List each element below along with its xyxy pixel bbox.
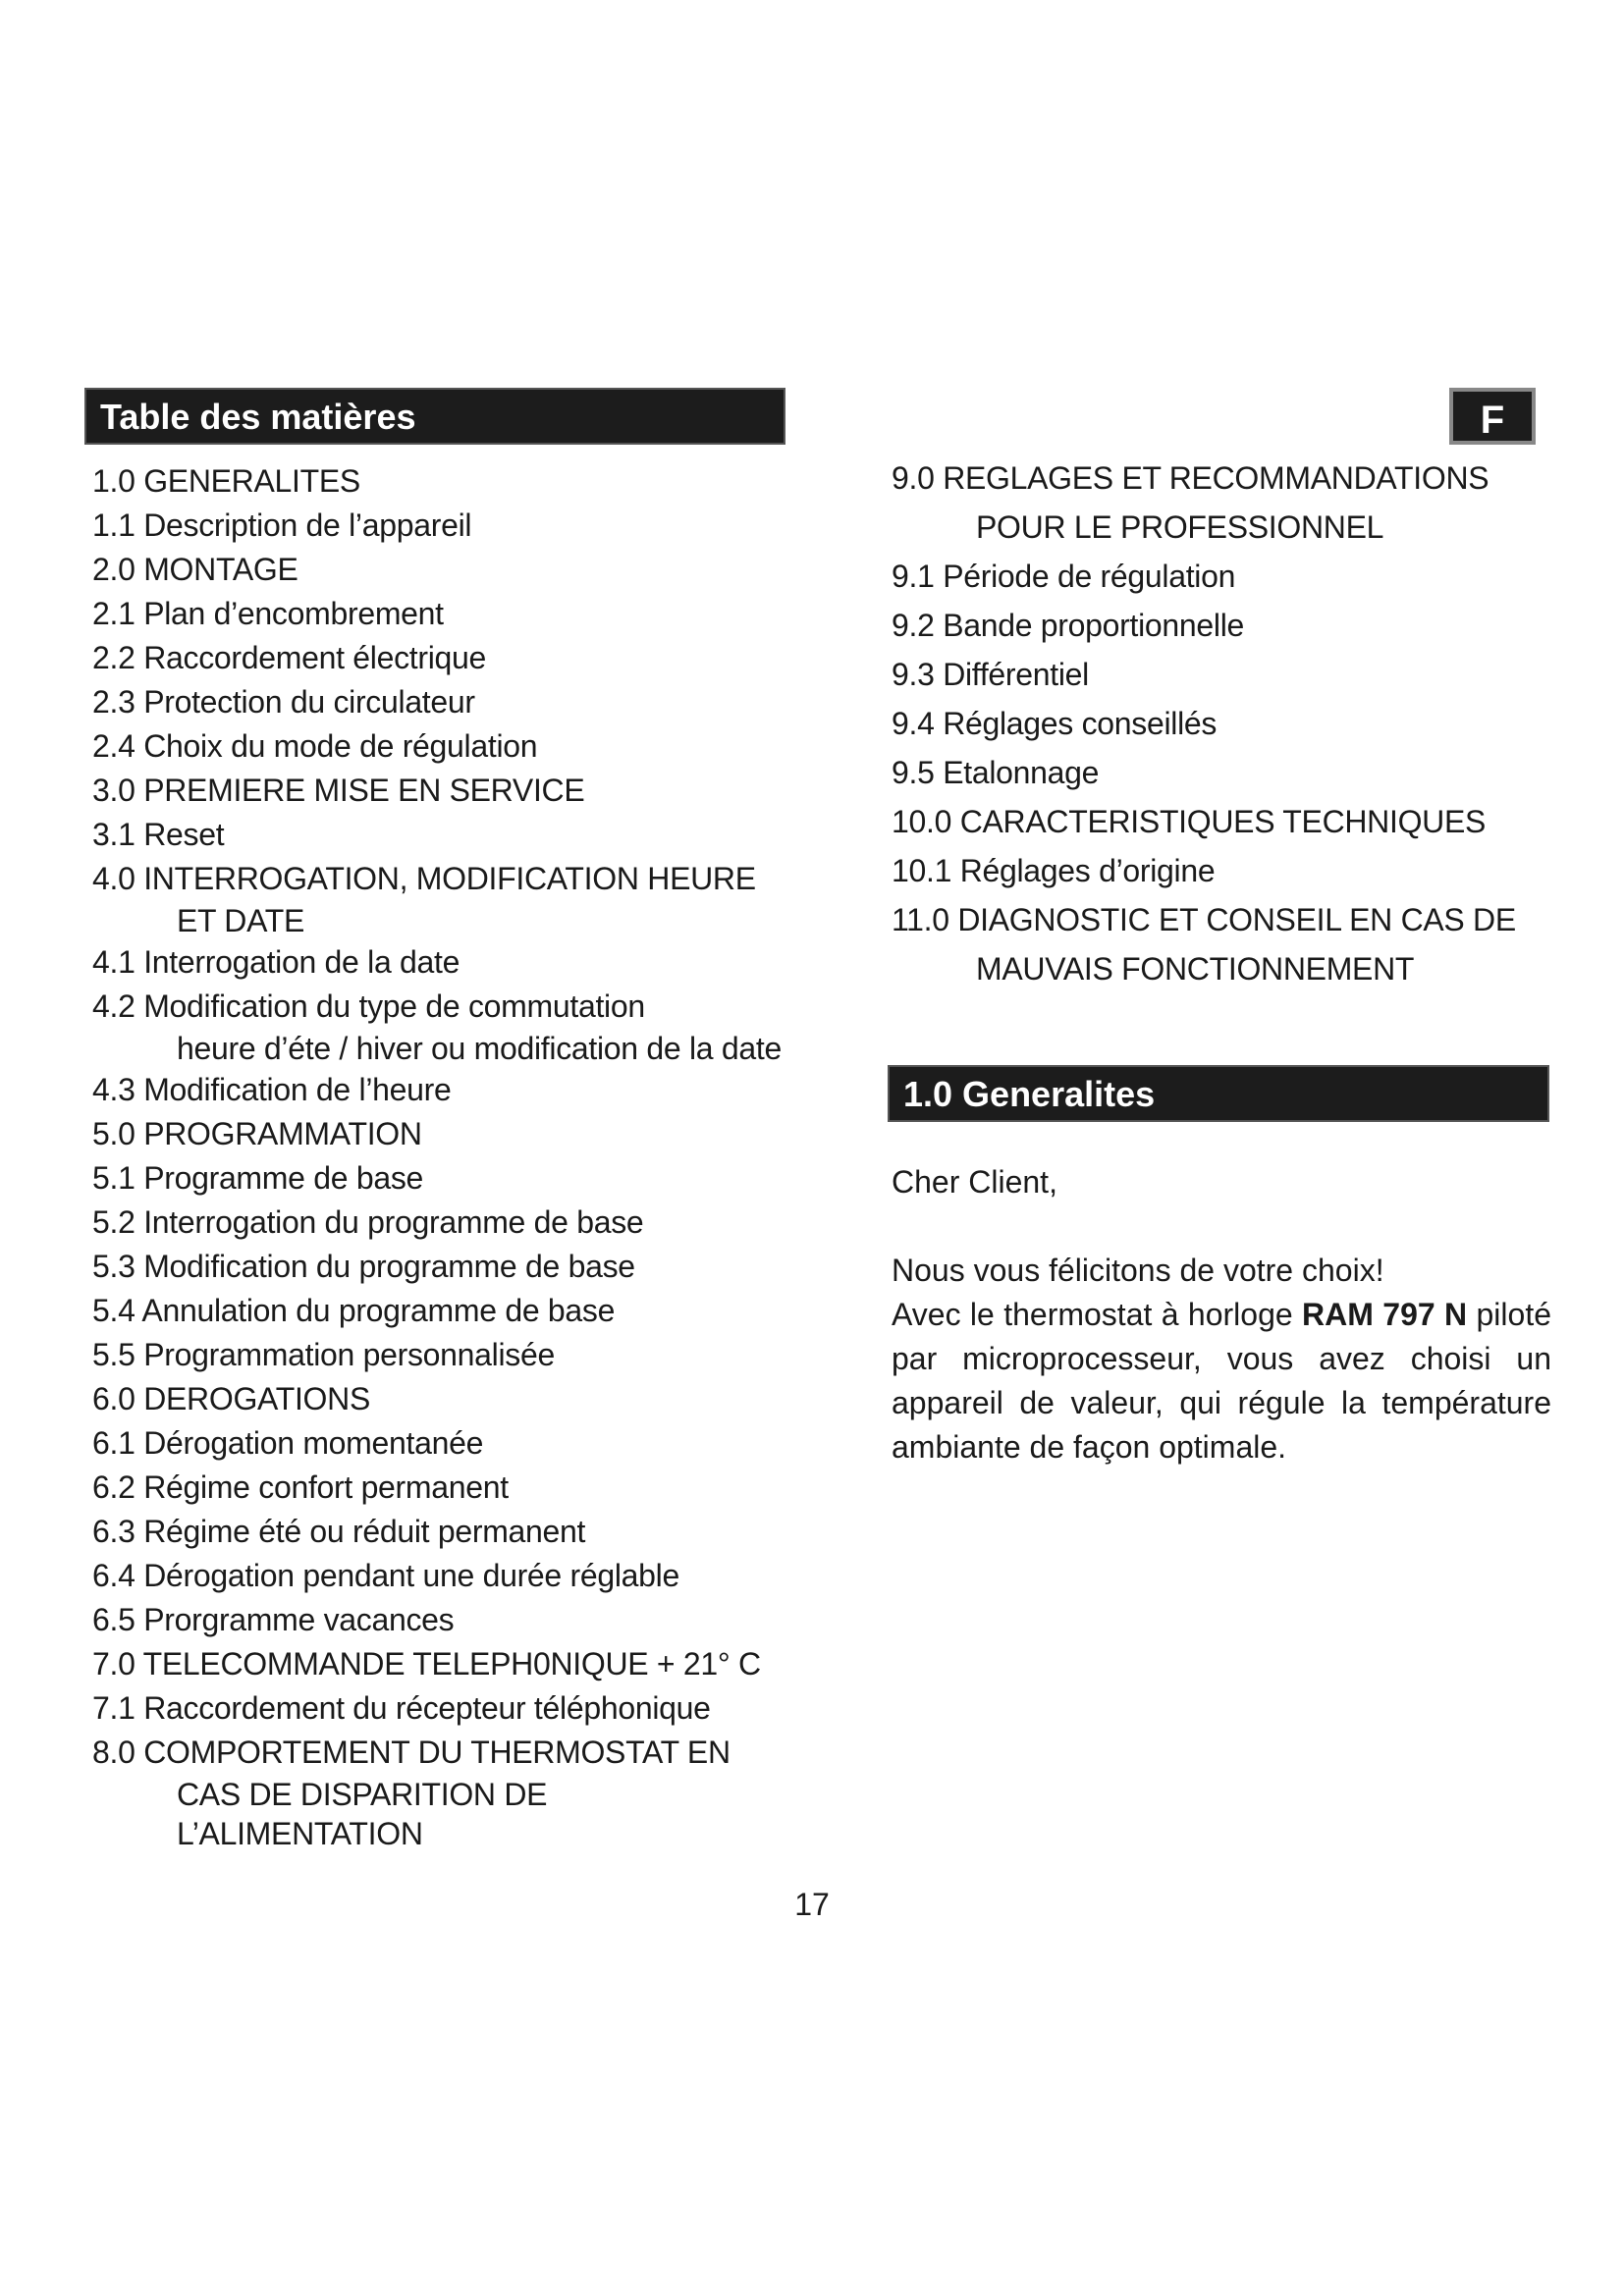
toc-entry (892, 552, 1559, 601)
toc-entry-line (92, 1735, 731, 1770)
toc-entry-text: PREMIERE MISE EN SERVICE (143, 773, 585, 808)
toc-entry-text: PROGRAMMATION (143, 1116, 422, 1151)
toc-entry (92, 1731, 799, 1853)
toc-entry-number: 3.1 (92, 817, 135, 852)
toc-entry-text: Dérogation pendant une durée réglable (143, 1558, 679, 1593)
toc-entry-line (92, 1690, 711, 1726)
toc-entry-line (892, 460, 1489, 496)
toc-entry-text: Modification du type de commutation (143, 988, 645, 1024)
toc-entry-text: Régime confort permanent (143, 1469, 509, 1505)
toc-entry-number: 6.0 (92, 1381, 135, 1416)
toc-entry-number: 2.2 (92, 640, 135, 675)
toc-entry-text: Interrogation du programme de base (143, 1204, 644, 1240)
toc-entry-number: 9.3 (892, 657, 935, 692)
toc-entry (892, 846, 1559, 895)
toc-entry-continuation: POUR LE PROFESSIONNEL (976, 509, 1384, 545)
toc-entry-number: 2.0 (92, 552, 135, 587)
toc-entry (92, 985, 799, 1068)
toc-entry-number: 9.5 (892, 755, 935, 790)
toc-entry-number: 5.3 (92, 1249, 135, 1284)
toc-entry-number: 5.2 (92, 1204, 135, 1240)
toc-entry-line (92, 463, 360, 499)
toc-entry (892, 454, 1559, 552)
toc-entry-number: 5.4 (92, 1293, 135, 1328)
toc-entry-line (92, 1072, 451, 1107)
toc-entry-number: 9.4 (892, 706, 935, 741)
toc-entry-text: Reset (143, 817, 225, 852)
toc-entry-line (892, 559, 1235, 594)
toc-entry (892, 650, 1559, 699)
toc-entry-text: Dérogation momentanée (143, 1425, 484, 1461)
toc-entry-continuation: MAUVAIS FONCTIONNEMENT (976, 951, 1415, 987)
salutation: Cher Client, (892, 1164, 1057, 1200)
toc-entry-number: 9.0 (892, 460, 935, 496)
toc-entry-number: 3.0 (92, 773, 135, 808)
toc-entry (92, 1642, 799, 1686)
toc-entry-line (92, 1116, 422, 1151)
toc-entry-number: 10.0 (892, 804, 952, 839)
toc-entry-line (92, 640, 486, 675)
toc-entry-line (92, 728, 537, 764)
toc-entry-line (92, 1160, 423, 1196)
toc-entry (92, 813, 799, 857)
toc-entry-text: Protection du circulateur (143, 684, 475, 720)
toc-entry (92, 857, 799, 940)
toc-entry-number: 4.2 (92, 988, 135, 1024)
toc-entry-text: INTERROGATION, MODIFICATION HEURE (143, 861, 756, 896)
toc-entry (92, 1598, 799, 1642)
toc-entry-number: 6.2 (92, 1469, 135, 1505)
toc-entry-number: 6.3 (92, 1514, 135, 1549)
intro-text-after: piloté par microprocesseur, vous avez choisi un appareil de valeur, qui régule la température ambiante de façon optimale. (892, 1297, 1552, 1465)
toc-entry-number: 6.4 (92, 1558, 135, 1593)
toc-entry-number: 11.0 (892, 902, 949, 937)
toc-entry (92, 1466, 799, 1510)
toc-entry-text: Différentiel (943, 657, 1089, 692)
toc-entry-number: 4.3 (92, 1072, 135, 1107)
intro-text-before: Avec le thermostat à horloge (892, 1297, 1303, 1332)
toc-entry (92, 1201, 799, 1245)
toc-entry (92, 548, 799, 592)
product-name: RAM 797 N (1302, 1297, 1468, 1332)
toc-title: Table des matières (84, 388, 785, 445)
toc-entry-line (92, 861, 756, 896)
toc-list-right (892, 454, 1559, 993)
toc-entry-line (892, 804, 1486, 839)
toc-entry-number: 2.1 (92, 596, 135, 631)
toc-entry-number: 7.1 (92, 1690, 135, 1726)
toc-entry (892, 601, 1559, 650)
toc-entry-line (892, 853, 1215, 888)
toc-entry-line (892, 608, 1244, 643)
toc-entry (92, 1245, 799, 1289)
toc-entry (92, 680, 799, 724)
toc-entry-text: DEROGATIONS (143, 1381, 370, 1416)
toc-entry-number: 10.1 (892, 853, 952, 888)
toc-entry-text: Modification du programme de base (143, 1249, 635, 1284)
intro-line: Nous vous félicitons de votre choix! (892, 1253, 1384, 1288)
toc-entry-number: 4.0 (92, 861, 135, 896)
toc-entry-number: 5.5 (92, 1337, 135, 1372)
toc-entry-number: 2.4 (92, 728, 135, 764)
toc-entry-number: 7.0 (92, 1646, 135, 1682)
toc-entry-line (92, 1249, 635, 1284)
toc-entry-number: 2.3 (92, 684, 135, 720)
toc-entry-line (892, 657, 1089, 692)
toc-entry-text: CARACTERISTIQUES TECHNIQUES (959, 804, 1487, 839)
toc-entry-line (92, 1204, 643, 1240)
toc-entry (92, 769, 799, 813)
toc-entry-number: 1.0 (92, 463, 135, 499)
toc-entry-number: 9.2 (892, 608, 935, 643)
toc-entry (92, 1686, 799, 1731)
toc-entry-text: COMPORTEMENT DU THERMOSTAT EN (143, 1735, 731, 1770)
toc-entry-text: Bande proportionnelle (943, 608, 1245, 643)
toc-entry (92, 1333, 799, 1377)
toc-entry-text: Choix du mode de régulation (143, 728, 538, 764)
toc-entry-number: 5.0 (92, 1116, 135, 1151)
toc-entry (92, 1421, 799, 1466)
toc-entry-text: Etalonnage (943, 755, 1100, 790)
toc-entry-text: Modification de l’heure (143, 1072, 452, 1107)
toc-entry-text: DIAGNOSTIC ET CONSEIL EN CAS DE (957, 902, 1516, 937)
language-badge: F (1449, 388, 1536, 445)
toc-entry (92, 459, 799, 504)
toc-entry-text: Interrogation de la date (143, 944, 460, 980)
toc-entry (892, 748, 1559, 797)
toc-entry-line (892, 706, 1217, 741)
toc-entry (92, 592, 799, 636)
section-title: 1.0 Generalites (888, 1065, 1549, 1122)
toc-entry-text: GENERALITES (143, 463, 360, 499)
toc-entry (92, 1554, 799, 1598)
toc-entry (92, 1289, 799, 1333)
toc-entry-line (92, 1469, 509, 1505)
toc-entry-text: MONTAGE (143, 552, 298, 587)
toc-entry (92, 940, 799, 985)
toc-entry-number: 9.1 (892, 559, 935, 594)
toc-entry-number: 4.1 (92, 944, 135, 980)
toc-entry (92, 724, 799, 769)
toc-entry (92, 1156, 799, 1201)
toc-entry-number: 8.0 (92, 1735, 135, 1770)
toc-entry-continuation: CAS DE DISPARITION DE L’ALIMENTATION (177, 1777, 548, 1851)
toc-entry-text: Plan d’encombrement (143, 596, 444, 631)
toc-entry-text: Annulation du programme de base (141, 1293, 616, 1328)
toc-entry-text: Réglages conseillés (943, 706, 1218, 741)
toc-entry-line (92, 1646, 761, 1682)
toc-entry-line (92, 944, 460, 980)
page-number: 17 (794, 1887, 830, 1922)
toc-entry-text: Prorgramme vacances (143, 1602, 455, 1637)
intro-text (892, 1249, 1551, 1469)
toc-entry-text: Régime été ou réduit permanent (143, 1514, 586, 1549)
toc-entry-number: 5.1 (92, 1160, 135, 1196)
toc-entry-line (892, 755, 1099, 790)
toc-entry-text: Programme de base (143, 1160, 424, 1196)
toc-entry (92, 1377, 799, 1421)
toc-entry (92, 1068, 799, 1112)
toc-entry-line (92, 817, 224, 852)
toc-entry-continuation: heure d’éte / hiver ou modification de la date (177, 1031, 782, 1066)
toc-entry-line (92, 1293, 615, 1328)
toc-entry-line (92, 596, 444, 631)
toc-entry-line (92, 1602, 454, 1637)
toc-entry (92, 636, 799, 680)
toc-entry (92, 504, 799, 548)
toc-entry (892, 895, 1559, 993)
toc-entry-line (92, 1337, 555, 1372)
toc-entry-continuation: ET DATE (177, 903, 305, 938)
toc-list-left (92, 459, 799, 1853)
toc-entry (92, 1112, 799, 1156)
toc-entry-text: Raccordement du récepteur téléphonique (143, 1690, 711, 1726)
toc-entry-line (92, 988, 645, 1024)
toc-entry-text: Période de régulation (943, 559, 1236, 594)
toc-entry-text: REGLAGES ET RECOMMANDATIONS (943, 460, 1489, 496)
toc-entry-line (92, 684, 475, 720)
toc-entry-line (92, 1381, 370, 1416)
toc-entry-line (892, 902, 1516, 937)
toc-entry-line (92, 552, 298, 587)
toc-entry-text: Description de l’appareil (143, 507, 472, 543)
toc-entry-line (92, 773, 584, 808)
toc-entry-line (92, 1514, 585, 1549)
toc-entry (892, 797, 1559, 846)
toc-entry-text: TELECOMMANDE TELEPH0NIQUE + 21° C (142, 1646, 761, 1682)
toc-entry-number: 1.1 (92, 507, 135, 543)
toc-entry-text: Programmation personnalisée (143, 1337, 555, 1372)
toc-entry-number: 6.1 (92, 1425, 135, 1461)
toc-entry-text: Réglages d’origine (959, 853, 1216, 888)
toc-entry-line (92, 1558, 679, 1593)
toc-entry (892, 699, 1559, 748)
toc-entry-number: 6.5 (92, 1602, 135, 1637)
toc-entry-text: Raccordement électrique (143, 640, 487, 675)
intro-paragraph (892, 1293, 1551, 1469)
toc-entry-line (92, 507, 471, 543)
toc-entry-line (92, 1425, 483, 1461)
toc-entry (92, 1510, 799, 1554)
